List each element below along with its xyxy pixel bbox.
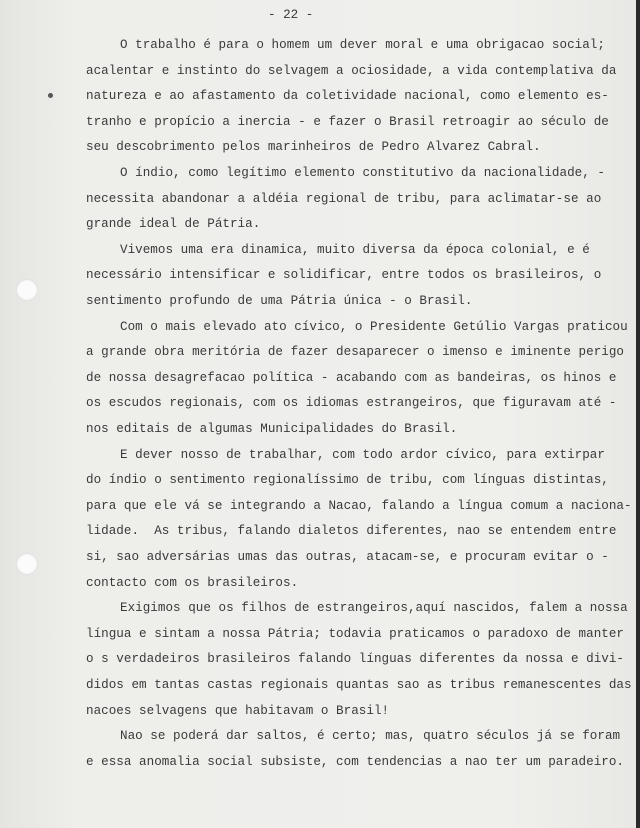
text-line: os escudos regionais, com os idiomas estrangeiros, que figuravam até - [86, 396, 617, 411]
text-line: Vivemos uma era dinamica, muito diversa da época colonial, e é [120, 242, 590, 257]
text-line: lidade. As tribus, falando dialetos diferentes, nao se entendem entre [86, 524, 617, 539]
punch-hole [16, 279, 38, 301]
text-line: acalentar e instinto do selvagem a ociosidade, a vida contemplativa da [86, 63, 617, 78]
text-line: necessário intensificar e solidificar, entre todos os brasileiros, o [86, 268, 602, 283]
text-line: contacto com os brasileiros. [86, 575, 299, 590]
text-line: nos editais de algumas Municipalidades do Brasil. [86, 422, 458, 436]
ink-spot [48, 93, 53, 98]
text-line: O trabalho é para o homem um dever moral e uma obrigacao social; [120, 38, 605, 52]
punch-hole [16, 553, 38, 575]
page-number: - 22 - [268, 8, 314, 22]
text-line: o s verdadeiros brasileiros falando línguas diferentes da nossa e divi- [86, 652, 625, 667]
text-line: si, sao adversárias umas das outras, atacam-se, e procuram evitar o - [86, 550, 609, 564]
text-line: nacoes selvagens que habitavam o Brasil! [86, 703, 390, 718]
text-line: sentimento profundo de uma Pátria única - o Brasil. [86, 294, 473, 308]
text-line: língua e sintam a nossa Pátria; todavia praticamos o paradoxo de manter [86, 626, 625, 641]
text-line: Com o mais elevado ato cívico, o Presidente Getúlio Vargas praticou [120, 319, 628, 334]
text-line: necessita abandonar a aldéia regional de tribu, para aclimatar-se ao [86, 191, 602, 206]
text-line: Nao se poderá dar saltos, é certo; mas, quatro séculos já se foram [120, 729, 621, 744]
text-line: para que ele vá se integrando a Nacao, falando a língua comum a naciona- [86, 498, 632, 513]
text-line: do índio o sentimento regionalíssimo de tribu, com línguas distintas, [86, 473, 609, 488]
text-line: O índio, como legítimo elemento constitutivo da nacionalidade, - [120, 166, 605, 180]
text-line: e essa anomalia social subsiste, com tendencias a nao ter um paradeiro. [86, 754, 625, 769]
scan-edge [636, 0, 640, 828]
text-line: seu descobrimento pelos marinheiros de Pedro Alvarez Cabral. [86, 140, 541, 155]
text-line: natureza e ao afastamento da coletividade nacional, como elemento es- [86, 89, 609, 104]
text-line: tranho e propício a inercia - e fazer o Brasil retroagir ao século de [86, 114, 609, 129]
text-line: didos em tantas castas regionais quantas sao as tribus remanescentes das [86, 678, 632, 692]
text-line: de nossa desagrefacao política - acabando com as bandeiras, os hinos e [86, 370, 617, 385]
text-line: E dever nosso de trabalhar, com todo ardor cívico, para extirpar [120, 447, 605, 462]
text-line: grande ideal de Pátria. [86, 217, 261, 232]
text-line: Exigimos que os filhos de estrangeiros,aquí nascidos, falem a nossa [120, 601, 628, 616]
text-line: a grande obra meritória de fazer desaparecer o imenso e iminente perigo [86, 345, 625, 360]
